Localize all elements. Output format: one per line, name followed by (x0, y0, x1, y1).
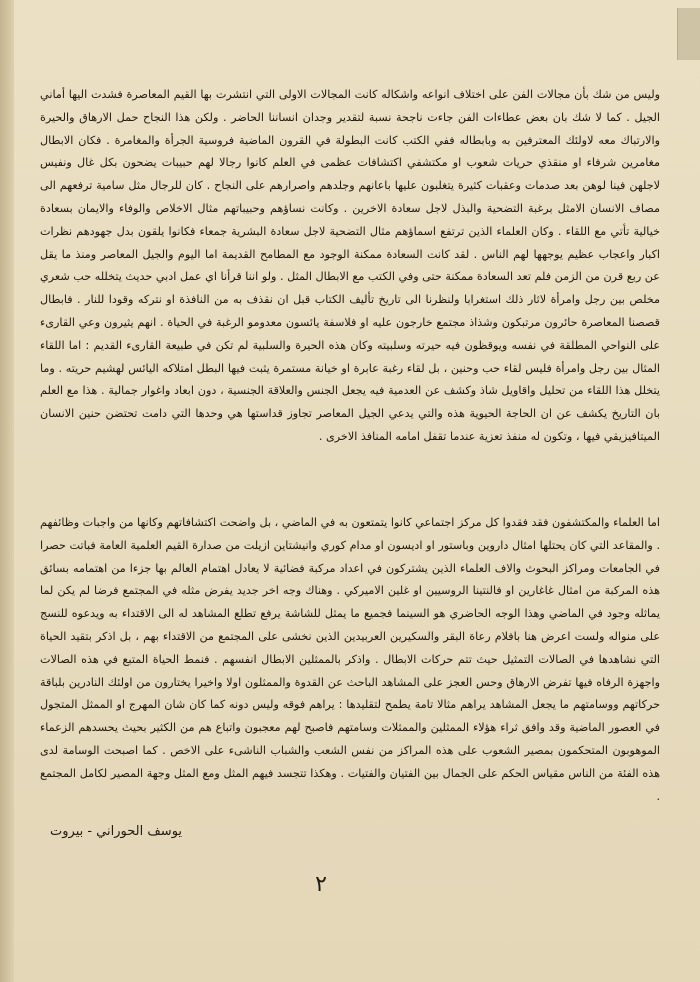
page-binding-edge (0, 0, 14, 982)
body-paragraph-2: اما العلماء والمكتشفون فقد فقدوا كل مركز اجتماعي كانوا يتمتعون به في الماضي ، بل واضحت اكتشافاتهم وكانها من واجبات وظائفهم . والمقاعد التي كان يحتلها امثال داروين وباستور او اديسون او مدام كوري وانيشتاين ازيلت من صدارة القيم العلمية العامة فباتت حصرا في الجامعات ومراكز البحوث والاف العلماء الذين يشتركون في اعداد مركبة فضائية لا يعادل اهتمام العالم بها جزءا من اهتمامه بسائق هذه المركبة من امثال غاغارين او فالنتينا الروسيين او غلين الاميركي . وهناك وجه اخر جديد يفرض مثله في المجتمع فرضا لم يكن لما يماثله وجود في الماضي وهذا الوجه الحاضري هو السينما فجميع ما يمثل للشاشة يرفع تطلع المشاهد له الى الاقتداء به ويدعوه للنسج على منواله ولست اعرض هنا بافلام رعاة البقر والسكيرين العربيدين الذين نخشى على المجتمع من الاقتداء بهم ، بل اذكر بتقيد الحياة التي نشاهدها في الصالات التمثيل حيث تتم حركات الابطال . واذكر بالممثلين الابطال انفسهم . فنمط الحياة المتبع في هذه الصالات واجهزة الرفاه فيها تفرض الارهاق وحس العجز على المشاهد الباحث عن القدوة والممثلون اولا واخيرا يختارون من اولئك النادرين بلباقة حركاتهم ووسامتهم ما يجعل المشاهد يراهم مثالا تامة يطمح لتقليدها : يراهم فوقه وليس دونه كما كان شان المهرج او الممثل المتجول في العصور الماضية وقد وافق ثراء هؤلاء الممثلين والممثلات وسامتهم فاصبح لهم معجبون واتباع هم من الكثير بحيث يحسدهم الزعماء الموهوبون المتحكمون بمصير الشعوب على هذه المراكز من نفس الشعب والشباب الناشىء على الاخص . كما اصبحت الوسامة لدى هذه الفئة من الناس مقياس الحكم على الجمال بين الفتيان والفتيات . وهكذا تتجسد فيهم المثل ومع المثل وجهة المصير لكامل المجتمع . (40, 516, 660, 803)
body-paragraph-1: وليس من شك بأن مجالات الفن على اختلاف انواعه واشكاله كانت المجالات الاولى التي انتشرت بها القيم المعاصرة فشدت اليها أماني الجيل . كما لا شك بان بعض عطاءات الفن جاءت ناجحة نسبة لتقدير وجدان انساننا الحاضر . ولكن هذا النجاح حمل الارهاق والحيرة والارتباك معه لاولئك المعترفين به وبابطاله ففي الكتب كانت البطولة في القرون الماضية فروسية الجرأة والمغامرة . فكان الابطال مغامرين شرفاء او منقذي حريات شعوب او مكتشفي اكتشافات عظمى في العلم كانوا رجالا لهم حبيبات يضحون بكل غال ونفيس لاجلهن فينا لوهن بعد صدمات وعقبات كثيرة يتغلبون عليها باعانهم وجلدهم واصرارهم على النجاح . كان للرجال مثل سامية ترفعهم الى مصاف الانسان الامثل برغبة التضحية والبذل لاجل سعادة الاخرين . وكانت نساؤهم وحبيباتهم مثال الاخلاص والوفاء والايمان بسعادة خيالية تأتي مع اللقاء . وكان العلماء الذين ترتفع اسماؤهم مثال التضحية لاجل سعادة البشرية جمعاء فكانوا يلقون بدل جهودهم نظرات اكبار واعجاب عظيم يوجهها لهم الناس . لقد كانت السعادة ممكنة الوجود مع المطامح القديمة اما اليوم والجيل المعاصر ومنذ ما يقل عن ربع قرن من الزمن فلم تعد السعادة ممكنة حتى وفي الكتب مع الابطال المثل . ولو اننا قرأنا اي عمل ادبي حديث يتخلله حب شعري مخلص بين رجل وامرأة لاثار ذلك استغرابا ولنظرنا الى تاريخ تأليف الكتاب قبل ان نقذف به من النافذة او نتركه وقودا للنار . فابطال قصصنا المعاصرة حائرون مرتبكون وشذاذ مجتمع خارجون عليه او فلاسفة يائسون معدومو الرغبة في الحياة . انهم يثيرون وعي القارىء على النواحي المطلقة في نفسه ويوقظون فيه حيرته وسلبيته وكان هذه الحيرة والسلبية لم تكن في طبيعة القارىء القديم : اما اللقاء المثال بين رجل وامرأة فليس لقاء حب وحنين ، بل لقاء رغبة عابرة او خيانة مستمرة يثبت فيها البطل امتلاكه اليائس لهشيم حريته . وما يتخلل هذا اللقاء من تحليل واقاويل شاذ وكشف عن العدمية فيه يجعل الجنس والعلاقة الجنسية ، دون ابعاد واغوار جمالية . هذا مع العلم بان التاريخ يكشف عن ان الحاجة الحيوية هذه والتي يدعي الجيل المعاصر تجاوز قداستها هي وحدها التي دامت تحتضن حنين الانسان الميتافيزيقي فيها ، وتكون له منفذ تعزية عندما تقفل امامه المنافذ الاخرى . (40, 88, 660, 443)
page-corner-tab (677, 8, 700, 60)
page-number: ٢ (315, 872, 327, 897)
author-signature: يوسف الحوراني - بيروت (50, 824, 183, 839)
